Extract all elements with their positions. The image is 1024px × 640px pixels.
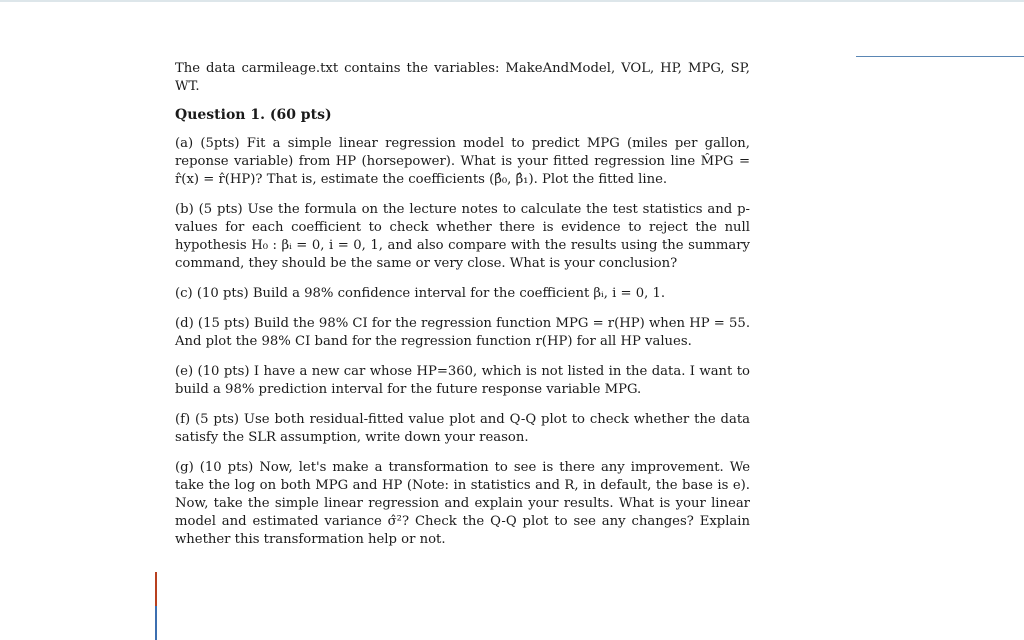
top-divider [0,0,1024,2]
part-e: (e) (10 pts) I have a new car whose HP=360, which is not listed in the data. I want to build a 98% prediction interval for the future response variable MPG. [175,364,750,397]
question-heading: Question 1. (60 pts) [175,107,332,123]
left-edge-marker-blue [155,606,157,640]
right-divider [856,56,1024,57]
left-edge-marker-red [155,572,157,606]
part-d: (d) (15 pts) Build the 98% CI for the regression function MPG = r(HP) when HP = 55. And plot the 98% CI band for the regression function r(HP) for all HP values. [175,316,751,349]
part-b: (b) (5 pts) Use the formula on the lecture notes to calculate the test statistics and p-values for each coefficient to check whether there is evidence to reject the null hypothesis H₀ : βᵢ = 0, i = 0, 1, and also compare with the results using the summary command, they should be the same or very close. What is your conclusion? [175,202,750,271]
intro-text: The data carmileage.txt contains the variables: MakeAndModel, VOL, HP, MPG, SP, WT. [175,61,750,94]
question-document [175,60,750,561]
part-a: (a) (5pts) Fit a simple linear regression model to predict MPG (miles per gallon, reponse variable) from HP (horsepower). What is your fitted regression line M̂PG = r̂(x) = r̂(HP)? That is, estimate the coefficients (β̂₀, β̂₁). Plot the fitted line. [175,136,750,187]
part-f: (f) (5 pts) Use both residual-fitted value plot and Q-Q plot to check whether the data satisfy the SLR assumption, write down your reason. [175,412,750,445]
part-c: (c) (10 pts) Build a 98% confidence interval for the coefficient βᵢ, i = 0, 1. [175,286,666,301]
part-g: (g) (10 pts) Now, let's make a transformation to see is there any improvement. We take the log on both MPG and HP (Note: in statistics and R, in default, the base is e). Now, take the simple linear regression and explain your results. What is your linear model and estimated variance σ̂²? Check the Q-Q plot to see any changes? Explain whether this transformation help or not. [175,460,750,547]
